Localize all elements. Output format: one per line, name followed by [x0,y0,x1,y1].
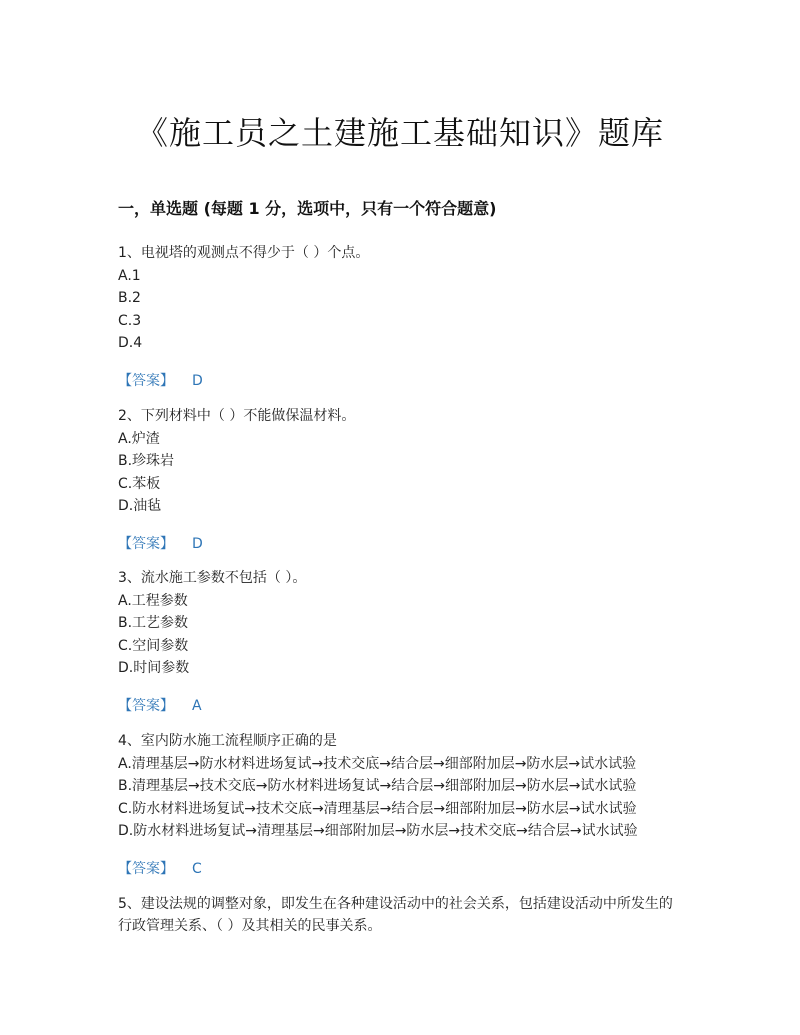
answer-value: A [192,698,202,714]
section-heading: 一，单选题 (每题 1 分，选项中，只有一个符合题意) [118,199,497,218]
answer-3 [118,695,202,715]
answer-value: D [192,373,203,389]
option-b: B.清理基层→技术交底→防水材料进场复试→结合层→细部附加层→防水层→试水试验 [118,778,637,794]
question-stem: 3、流水施工参数不包括（ ）。 [118,570,307,586]
option-c: C.苯板 [118,475,161,492]
answer-tag: 【答案】 [118,536,174,552]
option-c: C.3 [118,312,142,329]
question-stem: 4、室内防水施工流程顺序正确的是 [118,733,337,749]
option-a: A.炉渣 [118,430,160,447]
question-stem: 2、下列材料中（ ）不能做保温材料。 [118,408,356,424]
question-1 [118,242,688,355]
option-a: A.1 [118,267,141,284]
question-stem: 5、建设法规的调整对象，即发生在各种建设活动中的社会关系，包括建设活动中所发生的行政管理关系、（ ）及其相关的民事关系。 [118,896,673,934]
answer-1 [118,370,203,390]
option-d: D.防水材料进场复试→清理基层→细部附加层→防水层→技术交底→结合层→试水试验 [118,823,638,839]
answer-tag: 【答案】 [118,861,174,877]
answer-tag: 【答案】 [118,373,174,389]
option-d: D.油毡 [118,498,162,514]
option-d: D.时间参数 [118,660,190,676]
option-b: B.珍珠岩 [118,453,175,469]
question-4 [118,730,698,843]
option-d: D.4 [118,335,143,351]
question-5 [118,893,678,937]
answer-4 [118,858,202,878]
answer-tag: 【答案】 [118,698,174,714]
option-b: B.2 [118,290,141,306]
option-c: C.防水材料进场复试→技术交底→清理基层→结合层→细部附加层→防水层→试水试验 [118,800,637,817]
option-a: A.工程参数 [118,592,188,609]
question-3 [118,567,688,680]
question-2 [118,405,688,518]
option-c: C.空间参数 [118,637,189,654]
option-a: A.清理基层→防水材料进场复试→技术交底→结合层→细部附加层→防水层→试水试验 [118,755,637,772]
answer-value: C [192,861,202,877]
answer-value: D [192,536,203,552]
answer-2 [118,533,203,553]
question-stem: 1、电视塔的观测点不得少于（ ）个点。 [118,245,370,261]
option-b: B.工艺参数 [118,615,189,631]
document-title: 《施工员之土建施工基础知识》题库 [135,114,664,152]
